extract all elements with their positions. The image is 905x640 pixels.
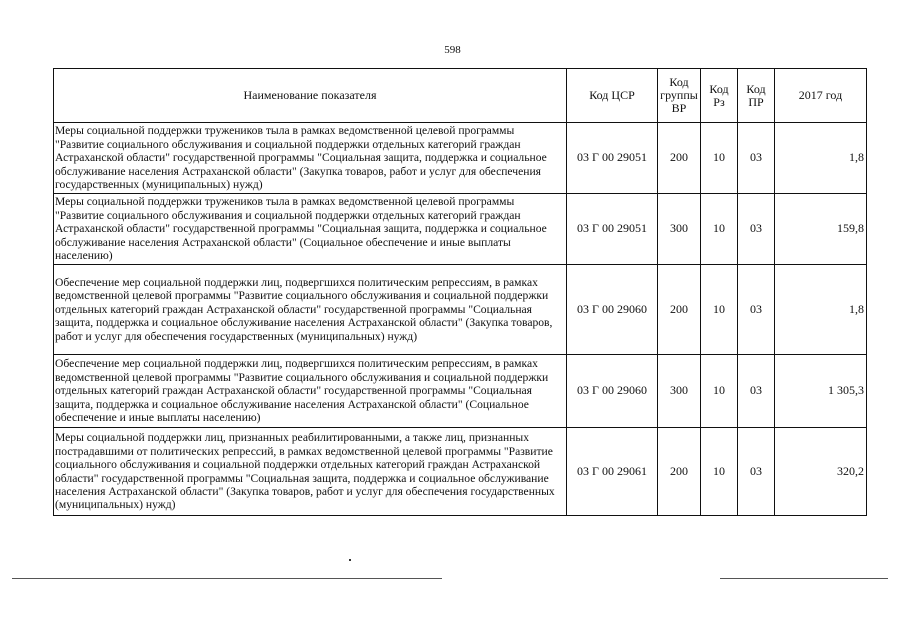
row-rz: 10 (701, 355, 738, 428)
footer-rule-right (720, 578, 888, 579)
row-csr: 03 Г 00 29060 (567, 355, 658, 428)
stray-dot (349, 559, 351, 561)
row-rz: 10 (701, 265, 738, 355)
row-amount: 1,8 (775, 265, 867, 355)
table-row (54, 123, 867, 194)
header-name: Наименование показателя (54, 69, 567, 123)
row-rz: 10 (701, 194, 738, 265)
header-rz-line: Код (709, 81, 729, 96)
header-pr-line: Код (746, 81, 766, 96)
row-pr: 03 (738, 355, 775, 428)
row-vr: 300 (658, 194, 701, 265)
header-year: 2017 год (775, 69, 867, 123)
row-vr: 200 (658, 123, 701, 194)
row-pr: 03 (738, 428, 775, 516)
row-name: Обеспечение мер социальной поддержки лиц, подвергшихся политическим репрессиям, в рамках ведомственной целевой программы "Развитие социального обслуживания и социальной поддержки отдельных категорий граждан Астраханской области" государственной программы "Социальная защита, поддержка и социальное обслуживание населения Астраханской области" (Закупка товаров, работ и услуг для обеспечения государственных (муниципальных) нужд) (54, 265, 567, 355)
row-rz: 10 (701, 428, 738, 516)
row-pr: 03 (738, 265, 775, 355)
budget-table (53, 68, 867, 516)
row-csr: 03 Г 00 29051 (567, 194, 658, 265)
row-pr: 03 (738, 123, 775, 194)
row-vr: 200 (658, 265, 701, 355)
row-vr: 300 (658, 355, 701, 428)
row-rz: 10 (701, 123, 738, 194)
table-row (54, 265, 867, 355)
header-rz (701, 69, 738, 123)
row-name: Меры социальной поддержки лиц, признанных реабилитированными, а также лиц, признанных пострадавшими от политических репрессий, в рамках ведомственной целевой программы "Развитие социального обслуживания и социальной поддержки отдельных категорий граждан Астраханской области" государственной программы "Социальная защита, поддержка и социальное обслуживание населения Астраханской области" (Закупка товаров, работ и услуг для обеспечения государственных (муниципальных) нужд) (54, 428, 567, 516)
header-vr-line: ВР (671, 101, 687, 115)
table-row (54, 194, 867, 265)
table-header-row (54, 69, 867, 123)
header-pr (738, 69, 775, 123)
row-vr: 200 (658, 428, 701, 516)
row-amount: 320,2 (775, 428, 867, 516)
row-csr: 03 Г 00 29061 (567, 428, 658, 516)
row-amount: 159,8 (775, 194, 867, 265)
header-rz-line: Рз (713, 94, 725, 109)
header-csr: Код ЦСР (567, 69, 658, 123)
row-pr: 03 (738, 194, 775, 265)
row-name: Меры социальной поддержки тружеников тыла в рамках ведомственной целевой программы "Развитие социального обслуживания и социальной поддержки отдельных категорий граждан Астраханской области" государственной программы "Социальная защита, поддержка и социальное обслуживание населения Астраханской области" (Социальное обеспечение и иные выплаты населению) (54, 194, 567, 265)
row-name: Меры социальной поддержки тружеников тыла в рамках ведомственной целевой программы "Развитие социального обслуживания и социальной поддержки отдельных категорий граждан Астраханской области" государственной программы "Социальная защита, поддержка и социальное обслуживание населения Астраханской области" (Закупка товаров, работ и услуг для обеспечения государственных (муниципальных) нужд) (54, 123, 567, 194)
footer-rule-left (12, 578, 442, 579)
table-row (54, 355, 867, 428)
row-amount: 1 305,3 (775, 355, 867, 428)
header-vr-line: Код (669, 75, 689, 89)
header-vr-line: группы (660, 88, 698, 102)
row-csr: 03 Г 00 29051 (567, 123, 658, 194)
row-amount: 1,8 (775, 123, 867, 194)
header-pr-line: ПР (748, 94, 764, 109)
row-name: Обеспечение мер социальной поддержки лиц, подвергшихся политическим репрессиям, в рамках ведомственной целевой программы "Развитие социального обслуживания и социальной поддержки отдельных категорий граждан Астраханской области" государственной программы "Социальная защита, поддержка и социальное обслуживание населения Астраханской области" (Социальное обеспечение и иные выплаты населению) (54, 355, 567, 428)
header-vr (658, 69, 701, 123)
row-csr: 03 Г 00 29060 (567, 265, 658, 355)
page-number: 598 (444, 44, 461, 56)
table-row (54, 428, 867, 516)
